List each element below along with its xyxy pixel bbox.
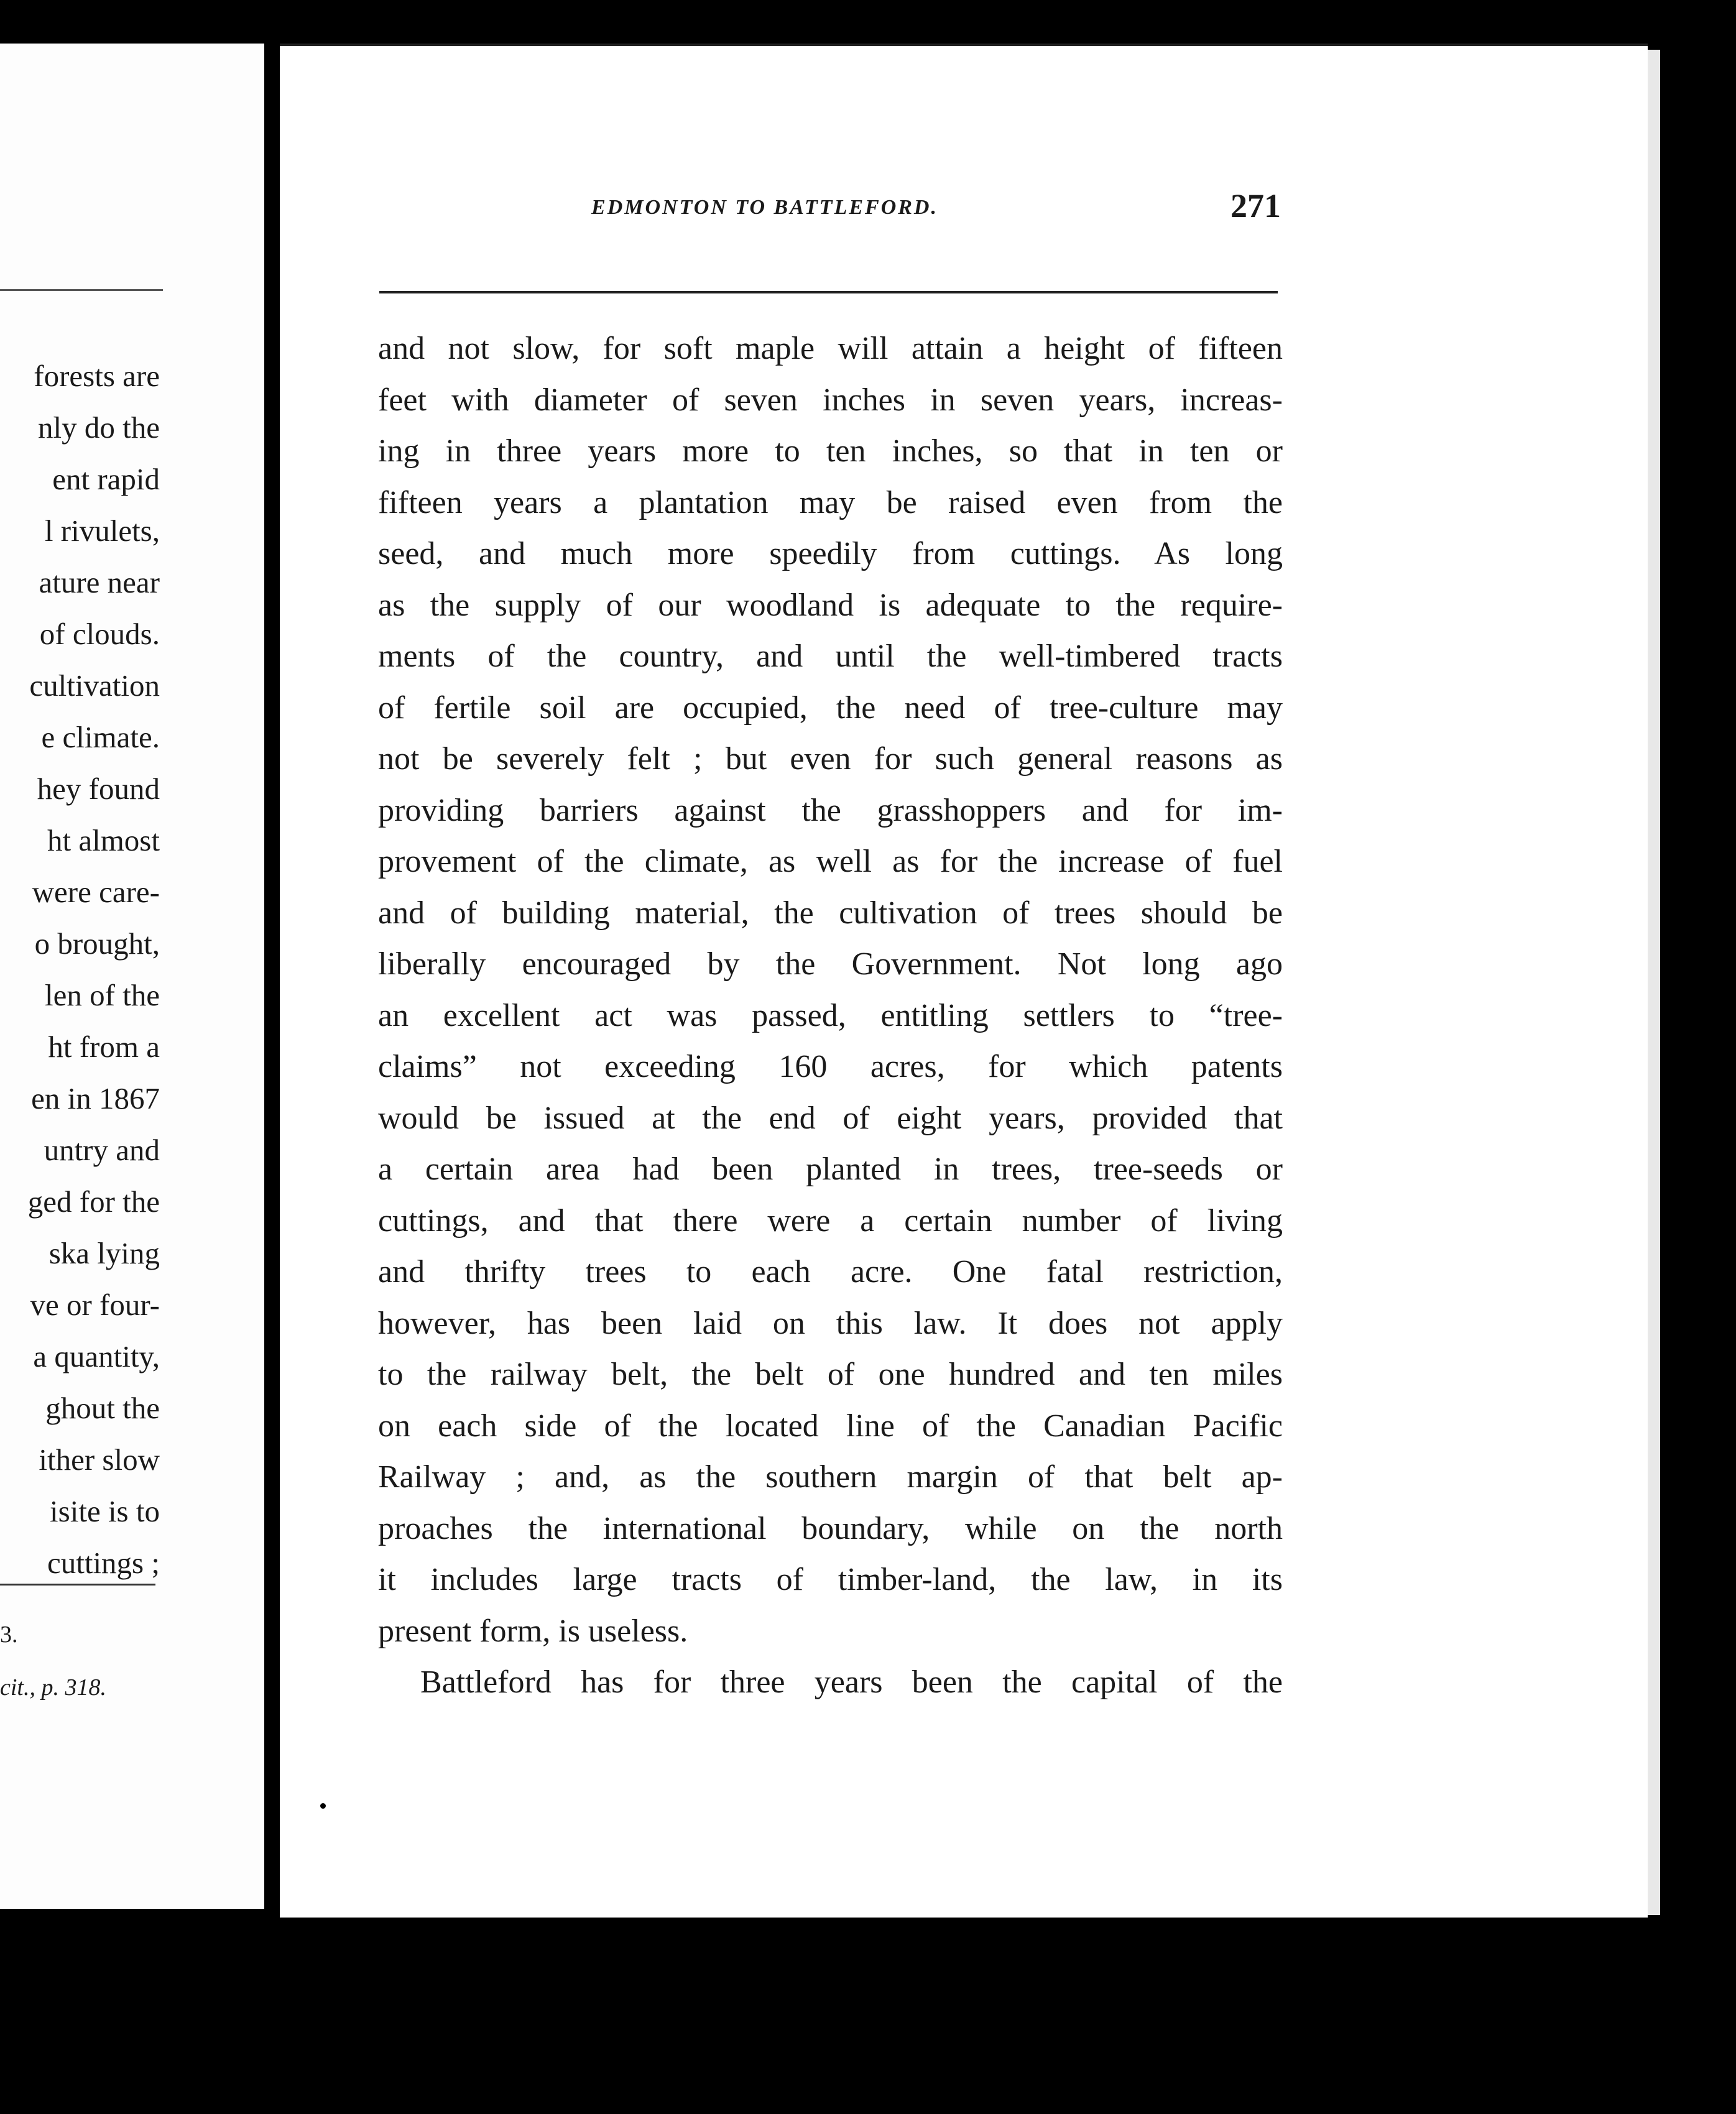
left-page-line: o brought, (34, 926, 160, 961)
text-line: claims” not exceeding 160 acres, for which patents (378, 1049, 1283, 1084)
text-line: seed, and much more speedily from cuttings. As long (378, 536, 1283, 571)
text-line: ing in three years more to ten inches, so that in ten or (378, 433, 1283, 469)
left-page-line: cultivation (29, 668, 160, 703)
left-page-line: ht almost (47, 823, 160, 857)
left-footnote-rule (0, 1584, 155, 1585)
text-line: and thrifty trees to each acre. One fatal restriction, (378, 1254, 1283, 1290)
text-line: on each side of the located line of the Canadian Pacific (378, 1408, 1283, 1444)
text-line: provement of the climate, as well as for the increase of fuel (378, 844, 1283, 879)
text-line: however, has been laid on this law. It does not apply (378, 1305, 1283, 1341)
left-page-line: hey found (37, 772, 160, 806)
text-line: as the supply of our woodland is adequate to the require- (378, 587, 1283, 623)
left-page-line: of clouds. (39, 617, 160, 651)
paragraph-first-line: Battleford has for three years been the capital of the (420, 1664, 1283, 1700)
text-line: fifteen years a plantation may be raised even from the (378, 484, 1283, 520)
left-page-line: ve or four- (30, 1288, 160, 1322)
left-page-line: ghout the (45, 1391, 160, 1425)
left-page-line: cuttings ; (47, 1546, 160, 1580)
running-title: EDMONTON TO BATTLEFORD. (591, 196, 938, 219)
text-line: cuttings, and that there were a certain number of living (378, 1202, 1283, 1239)
left-page-line: isite is to (50, 1494, 160, 1528)
left-footnote: cit., p. 318. (0, 1674, 106, 1701)
left-page-line: ither slow (39, 1442, 160, 1477)
text-line: would be issued at the end of eight years, provided that (378, 1100, 1283, 1136)
scan-speck (320, 1803, 326, 1809)
left-page-line: ht from a (48, 1030, 160, 1064)
text-line: it includes large tracts of timber-land, the law, in its (378, 1562, 1283, 1597)
left-page-line: len of the (44, 978, 160, 1012)
scan-speck (1666, 687, 1674, 698)
left-page-line: e climate. (41, 720, 160, 754)
left-page-line: en in 1867 (31, 1081, 160, 1115)
text-line: feet with diameter of seven inches in seven years, increas- (378, 382, 1283, 418)
left-page-rule (0, 289, 163, 291)
left-footnote: 3. (0, 1622, 18, 1648)
text-line: of fertile soil are occupied, the need of tree-culture may (378, 690, 1283, 726)
left-page-line: were care- (32, 875, 160, 909)
left-page-line: a quantity, (33, 1339, 160, 1373)
text-line: an excellent act was passed, entitling settlers to “tree- (378, 997, 1283, 1033)
left-page-fragment (0, 44, 264, 1909)
text-line: ments of the country, and until the well-timbered tracts (378, 639, 1283, 674)
text-line: and of building material, the cultivation of trees should be (378, 895, 1283, 931)
running-header (354, 187, 1281, 230)
text-line: liberally encouraged by the Government. Not long ago (378, 946, 1283, 982)
text-line: Railway ; and, as the southern margin of that belt ap- (378, 1459, 1283, 1495)
text-line: and not slow, for soft maple will attain a height of fifteen (378, 331, 1283, 366)
header-rule (379, 291, 1278, 293)
page-edge (1648, 50, 1660, 1915)
text-line: providing barriers against the grasshoppers and for im- (378, 792, 1283, 828)
text-line: a certain area had been planted in trees, tree-seeds or (378, 1152, 1283, 1187)
left-page-line: untry and (44, 1133, 160, 1167)
book-gutter (264, 50, 280, 1915)
text-line: present form, is useless. (378, 1613, 688, 1649)
left-page-line: nly do the (38, 410, 160, 445)
left-page-line: ged for the (27, 1184, 160, 1219)
left-page-line: forests are (34, 359, 160, 393)
text-line: proaches the international boundary, while on the north (378, 1510, 1283, 1546)
left-page-line: l rivulets, (44, 514, 160, 548)
left-page-line: ent rapid (52, 462, 160, 496)
text-line: not be severely felt ; but even for such general reasons as (378, 741, 1283, 777)
page-number: 271 (1230, 187, 1281, 224)
scan-speck (807, 24, 812, 37)
body-text (378, 323, 1283, 1709)
text-line: to the railway belt, the belt of one hundred and ten miles (378, 1357, 1283, 1392)
left-page-line: ature near (39, 565, 160, 599)
left-page-line: ska lying (48, 1236, 160, 1270)
